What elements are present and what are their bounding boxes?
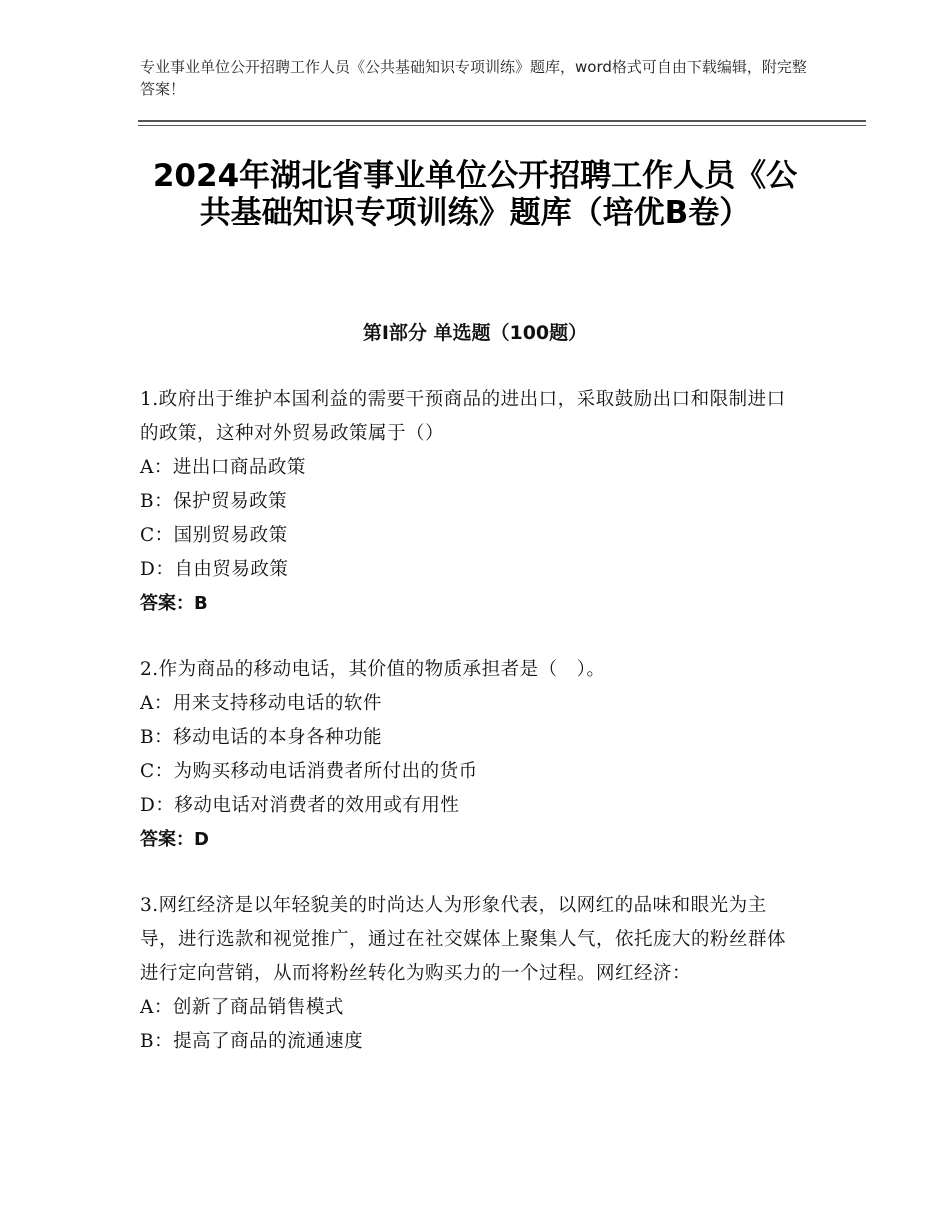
option-c: C：国别贸易政策 (140, 525, 288, 546)
question-stem: 3.网红经济是以年轻貌美的时尚达人为形象代表，以网红的品味和眼光为主导，进行选款和视觉推广，通过在社交媒体上聚集人气，依托庞大的粉丝群体进行定向营销，从而将粉丝转化为购买力的一个过程。网红经济： (140, 895, 787, 984)
document-title: 2024年湖北省事业单位公开招聘工作人员《公共基础知识专项训练》题库（培优B卷） (152, 158, 798, 231)
header-rule (138, 120, 866, 126)
option-d: D：移动电话对消费者的效用或有用性 (140, 795, 460, 816)
option-a: A：用来支持移动电话的软件 (140, 693, 382, 714)
option-b: B：移动电话的本身各种功能 (140, 727, 383, 748)
option-b: B：提高了商品的流通速度 (140, 1031, 364, 1052)
page-header: 专业事业单位公开招聘工作人员《公共基础知识专项训练》题库，word格式可自由下载编辑，附完整答案！ (140, 58, 807, 98)
question-stem: 1.政府出于维护本国利益的需要干预商品的进出口，采取鼓励出口和限制进口的政策，这种对外贸易政策属于（） (140, 389, 786, 444)
option-a: A：进出口商品政策 (140, 457, 306, 478)
option-c: C：为购买移动电话消费者所付出的货币 (140, 761, 478, 782)
option-b: B：保护贸易政策 (140, 491, 288, 512)
option-d: D：自由贸易政策 (140, 559, 289, 580)
question-stem: 2.作为商品的移动电话，其价值的物质承担者是（ ）。 (140, 659, 606, 680)
answer-line: 答案：D (140, 829, 209, 850)
option-a: A：创新了商品销售模式 (140, 997, 344, 1018)
answer-line: 答案：B (140, 593, 208, 614)
question-1 (140, 383, 800, 621)
section-title: 第Ⅰ部分 单选题（100题） (362, 322, 588, 344)
question-list (140, 383, 800, 1091)
question-2 (140, 653, 800, 857)
question-3 (140, 889, 800, 1059)
